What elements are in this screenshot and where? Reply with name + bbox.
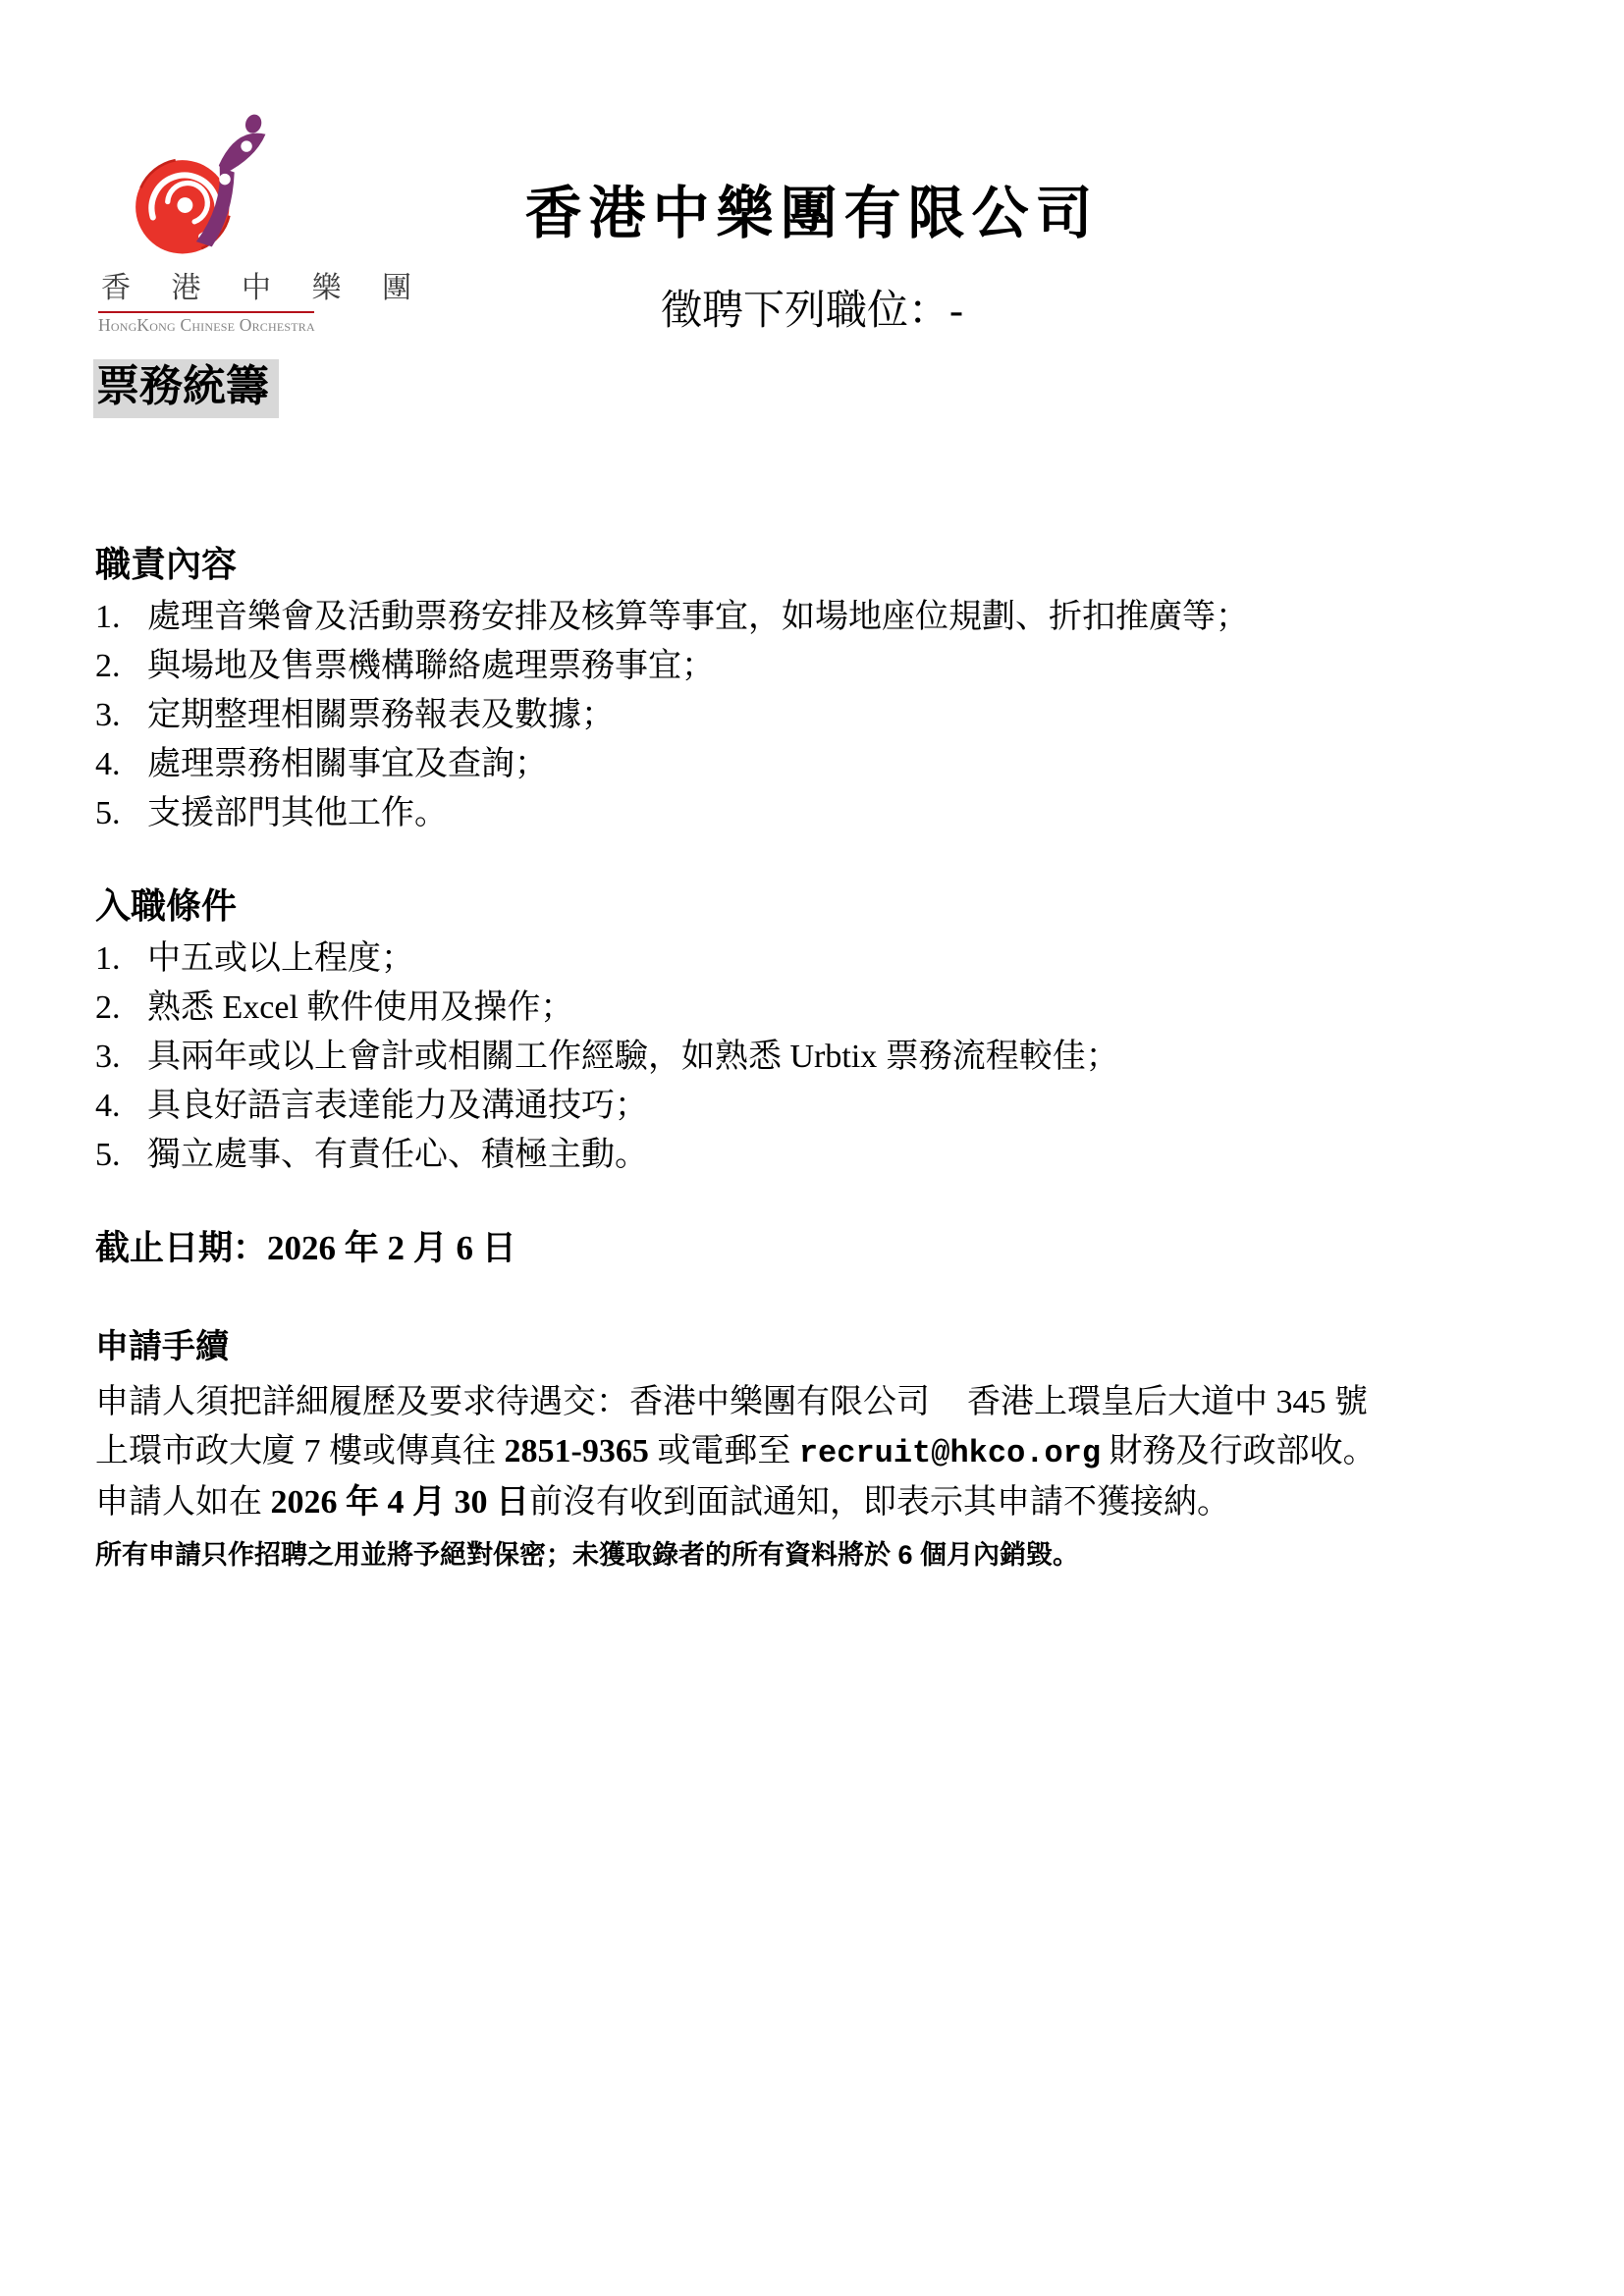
application-paragraph [95, 1378, 1539, 1527]
page-title: 香港中樂團有限公司 [524, 182, 1100, 245]
requirements-section [95, 885, 1539, 1180]
list-item: 5. 獨立處事、有責任心、積極主動。 [95, 1137, 648, 1173]
privacy-note: 所有申請只作招聘之用並將予絕對保密；未獲取錄者的所有資料將於 6 個月內銷毀。 [95, 1540, 1080, 1570]
application-line2-text: 或電郵至 [648, 1433, 799, 1469]
duties-heading: 職責內容 [95, 545, 238, 584]
application-line-2 [95, 1427, 1539, 1478]
duties-section [95, 544, 1539, 838]
list-item: 1. 處理音樂會及活動票務安排及核算等事宜，如場地座位規劃、折扣推廣等； [95, 599, 1249, 635]
list-item: 5. 支援部門其他工作。 [95, 795, 448, 831]
application-line-3 [95, 1478, 1539, 1527]
requirements-heading: 入職條件 [95, 886, 238, 926]
application-line3-text: 申請人如在 [95, 1484, 271, 1521]
list-item: 4. 具良好語言表達能力及溝通技巧； [95, 1088, 648, 1124]
duties-list [95, 593, 1539, 838]
logo-english-name: HongKong Chinese Orchestra [98, 315, 315, 335]
application-line2-text: 財務及行政部收。 [1101, 1433, 1377, 1469]
application-line3-text: 前沒有收到面試通知，即表示其申請不獲接納。 [529, 1484, 1230, 1521]
application-section [95, 1327, 1539, 1575]
fax-number: 2851-9365 [504, 1433, 649, 1469]
job-title-highlighted: 票務統籌 [93, 359, 279, 418]
list-item: 4. 處理票務相關事宜及查詢； [95, 746, 548, 782]
email-address: recruit@hkco.org [798, 1435, 1102, 1471]
application-line2-text: 上環市政大廈 7 樓或傳真往 [95, 1433, 505, 1469]
application-address: 香港上環皇后大道中 345 號 [967, 1384, 1368, 1420]
page-subtitle: 徵聘下列職位：- [661, 289, 963, 334]
list-item: 2. 與場地及售票機構聯絡處理票務事宜； [95, 648, 715, 684]
list-item: 1. 中五或以上程度； [95, 940, 414, 977]
application-line-1 [95, 1378, 1539, 1427]
list-item: 2. 熟悉 Excel 軟件使用及操作； [95, 989, 574, 1026]
application-line1-text: 申請人須把詳細履歷及要求待遇交：香港中樂團有限公司 [95, 1384, 930, 1420]
reply-date: 2026 年 4 月 30 日 [270, 1484, 529, 1521]
list-item: 3. 定期整理相關票務報表及數據； [95, 697, 615, 733]
application-heading: 申請手續 [95, 1329, 229, 1365]
requirements-list [95, 934, 1539, 1180]
list-item: 3. 具兩年或以上會計或相關工作經驗，如熟悉 Urbtix 票務流程較佳； [95, 1039, 1119, 1075]
logo-chinese-name: 香 港 中 樂 團 [101, 272, 428, 304]
deadline-line: 截止日期：2026 年 2 月 6 日 [95, 1229, 516, 1267]
